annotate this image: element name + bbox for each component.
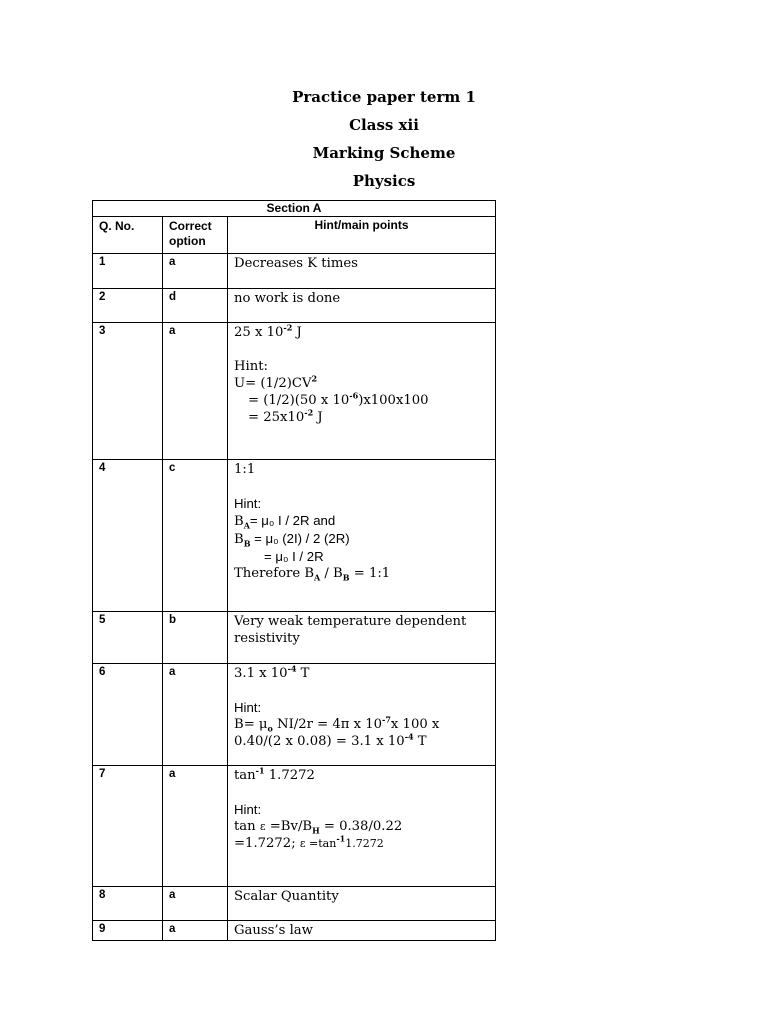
answer-text bbox=[228, 612, 496, 664]
hint-subscript: A bbox=[314, 572, 321, 583]
hint-text: = 25x10 bbox=[248, 410, 305, 425]
hint-text: 0.40/(2 x 0.08) = 3.1 x 10 bbox=[234, 734, 405, 749]
hint-superscript: 2 bbox=[311, 373, 318, 384]
document-title-block bbox=[0, 84, 768, 196]
answer-unit: J bbox=[292, 325, 302, 340]
answer-base: 3.1 x 10 bbox=[234, 666, 288, 681]
hint-text: = μ₀ (2I) / 2 (2R) bbox=[250, 531, 350, 546]
hint-line-3: = μ₀ I / 2R bbox=[264, 549, 324, 564]
hint-text: =1.7272; bbox=[234, 836, 300, 851]
header-hint: Hint/main points bbox=[228, 217, 496, 254]
table-row bbox=[93, 766, 496, 887]
question-number: 8 bbox=[93, 887, 163, 921]
correct-option: b bbox=[163, 612, 228, 664]
question-number: 2 bbox=[93, 289, 163, 323]
correct-option: a bbox=[163, 921, 228, 941]
hint-subscript: B bbox=[243, 538, 251, 549]
question-number: 3 bbox=[93, 323, 163, 460]
section-heading: Section A bbox=[93, 201, 496, 217]
answer-text bbox=[228, 289, 496, 323]
answer-text bbox=[228, 766, 496, 887]
hint-text: / B bbox=[320, 566, 343, 581]
answer-exponent: -2 bbox=[283, 322, 293, 333]
hint-superscript: -4 bbox=[404, 731, 414, 742]
question-number: 4 bbox=[93, 460, 163, 612]
answer-line: Gauss’s law bbox=[234, 923, 313, 938]
hint-label: Hint: bbox=[234, 700, 262, 715]
hint-line-3 bbox=[234, 409, 489, 426]
table-row bbox=[93, 323, 496, 460]
hint-text: B bbox=[234, 514, 244, 529]
answer-line: Scalar Quantity bbox=[234, 889, 339, 904]
question-number: 6 bbox=[93, 664, 163, 766]
hint-line-1 bbox=[234, 375, 489, 392]
hint-text: B bbox=[234, 532, 244, 547]
answer-exponent: -4 bbox=[287, 663, 297, 674]
hint-line-2 bbox=[234, 530, 489, 548]
correct-option: a bbox=[163, 323, 228, 460]
subject-title: Physics bbox=[352, 172, 416, 190]
correct-option: a bbox=[163, 254, 228, 289]
table-row bbox=[93, 612, 496, 664]
table-header-row bbox=[93, 217, 496, 254]
table-row bbox=[93, 887, 496, 921]
hint-text: = 1:1 bbox=[349, 566, 391, 581]
hint-text: )x100x100 bbox=[358, 393, 429, 408]
marking-scheme-table bbox=[92, 200, 496, 941]
epsilon-symbol: ε bbox=[299, 837, 306, 850]
paper-title: Practice paper term 1 bbox=[292, 88, 476, 106]
hint-text: = (1/2)(50 x 10 bbox=[248, 393, 350, 408]
answer-line: Very weak temperature dependent resistivity bbox=[234, 614, 467, 646]
hint-line-2 bbox=[234, 835, 489, 852]
answer-text bbox=[228, 921, 496, 941]
answer-base: 25 x 10 bbox=[234, 325, 284, 340]
scheme-title: Marking Scheme bbox=[312, 144, 456, 162]
answer-text bbox=[228, 887, 496, 921]
answer-unit: 1.7272 bbox=[264, 768, 315, 783]
hint-text: = 0.38/0.22 bbox=[319, 819, 403, 834]
hint-text: J bbox=[313, 410, 323, 425]
answer-text bbox=[228, 323, 496, 460]
question-number: 5 bbox=[93, 612, 163, 664]
answer-base: tan bbox=[234, 768, 256, 783]
header-correct-option: Correct option bbox=[163, 217, 228, 254]
hint-subscript: B bbox=[342, 572, 350, 583]
answer-text bbox=[228, 664, 496, 766]
answer-line bbox=[234, 324, 489, 341]
hint-text: =tan bbox=[305, 837, 337, 850]
hint-superscript: -7 bbox=[382, 714, 391, 725]
hint-text: Therefore B bbox=[234, 566, 315, 581]
table-row bbox=[93, 664, 496, 766]
question-number: 7 bbox=[93, 766, 163, 887]
correct-option: a bbox=[163, 766, 228, 887]
hint-label: Hint: bbox=[234, 496, 262, 511]
hint-line-2 bbox=[234, 733, 489, 750]
hint-line-2 bbox=[234, 392, 489, 409]
answer-line: Decreases K times bbox=[234, 256, 358, 271]
hint-superscript: -6 bbox=[349, 390, 359, 401]
hint-line-4 bbox=[234, 565, 489, 582]
hint-line-1 bbox=[234, 818, 489, 835]
correct-option: a bbox=[163, 887, 228, 921]
hint-subscript: A bbox=[243, 520, 250, 531]
correct-option: d bbox=[163, 289, 228, 323]
hint-subscript: H bbox=[312, 825, 320, 836]
question-number: 1 bbox=[93, 254, 163, 289]
hint-text: NI/2r = 4π x 10 bbox=[272, 717, 383, 732]
class-title: Class xii bbox=[349, 116, 419, 134]
hint-text: U= (1/2)CV bbox=[234, 376, 312, 391]
answer-text bbox=[228, 460, 496, 612]
hint-text: x 100 x bbox=[390, 717, 440, 732]
hint-text: =Bv/B bbox=[265, 819, 313, 834]
header-qno: Q. No. bbox=[93, 217, 163, 254]
question-number: 9 bbox=[93, 921, 163, 941]
answer-line bbox=[234, 767, 489, 784]
correct-option: c bbox=[163, 460, 228, 612]
answer-exponent: -1 bbox=[255, 765, 265, 776]
hint-superscript: -1 bbox=[336, 833, 346, 844]
correct-option: a bbox=[163, 664, 228, 766]
answer-line bbox=[234, 665, 489, 682]
answer-line: 1:1 bbox=[234, 462, 256, 477]
answer-text bbox=[228, 254, 496, 289]
table-row bbox=[93, 254, 496, 289]
hint-text: B= μ bbox=[234, 717, 268, 732]
hint-text: = μ₀ I / 2R and bbox=[249, 513, 336, 528]
hint-line-1 bbox=[234, 716, 489, 733]
hint-label: Hint: bbox=[234, 802, 262, 817]
hint-text: tan bbox=[234, 819, 260, 834]
hint-text: 1.7272 bbox=[345, 837, 384, 850]
table-row bbox=[93, 921, 496, 941]
hint-superscript: -2 bbox=[304, 407, 314, 418]
hint-subscript: o bbox=[267, 723, 273, 734]
hint-text: T bbox=[413, 734, 427, 749]
table-row bbox=[93, 460, 496, 612]
answer-unit: T bbox=[296, 666, 310, 681]
table-row bbox=[93, 289, 496, 323]
epsilon-symbol: ε bbox=[259, 820, 266, 833]
answer-line: no work is done bbox=[234, 291, 341, 306]
hint-label: Hint: bbox=[234, 359, 268, 374]
hint-line-1 bbox=[234, 512, 489, 530]
